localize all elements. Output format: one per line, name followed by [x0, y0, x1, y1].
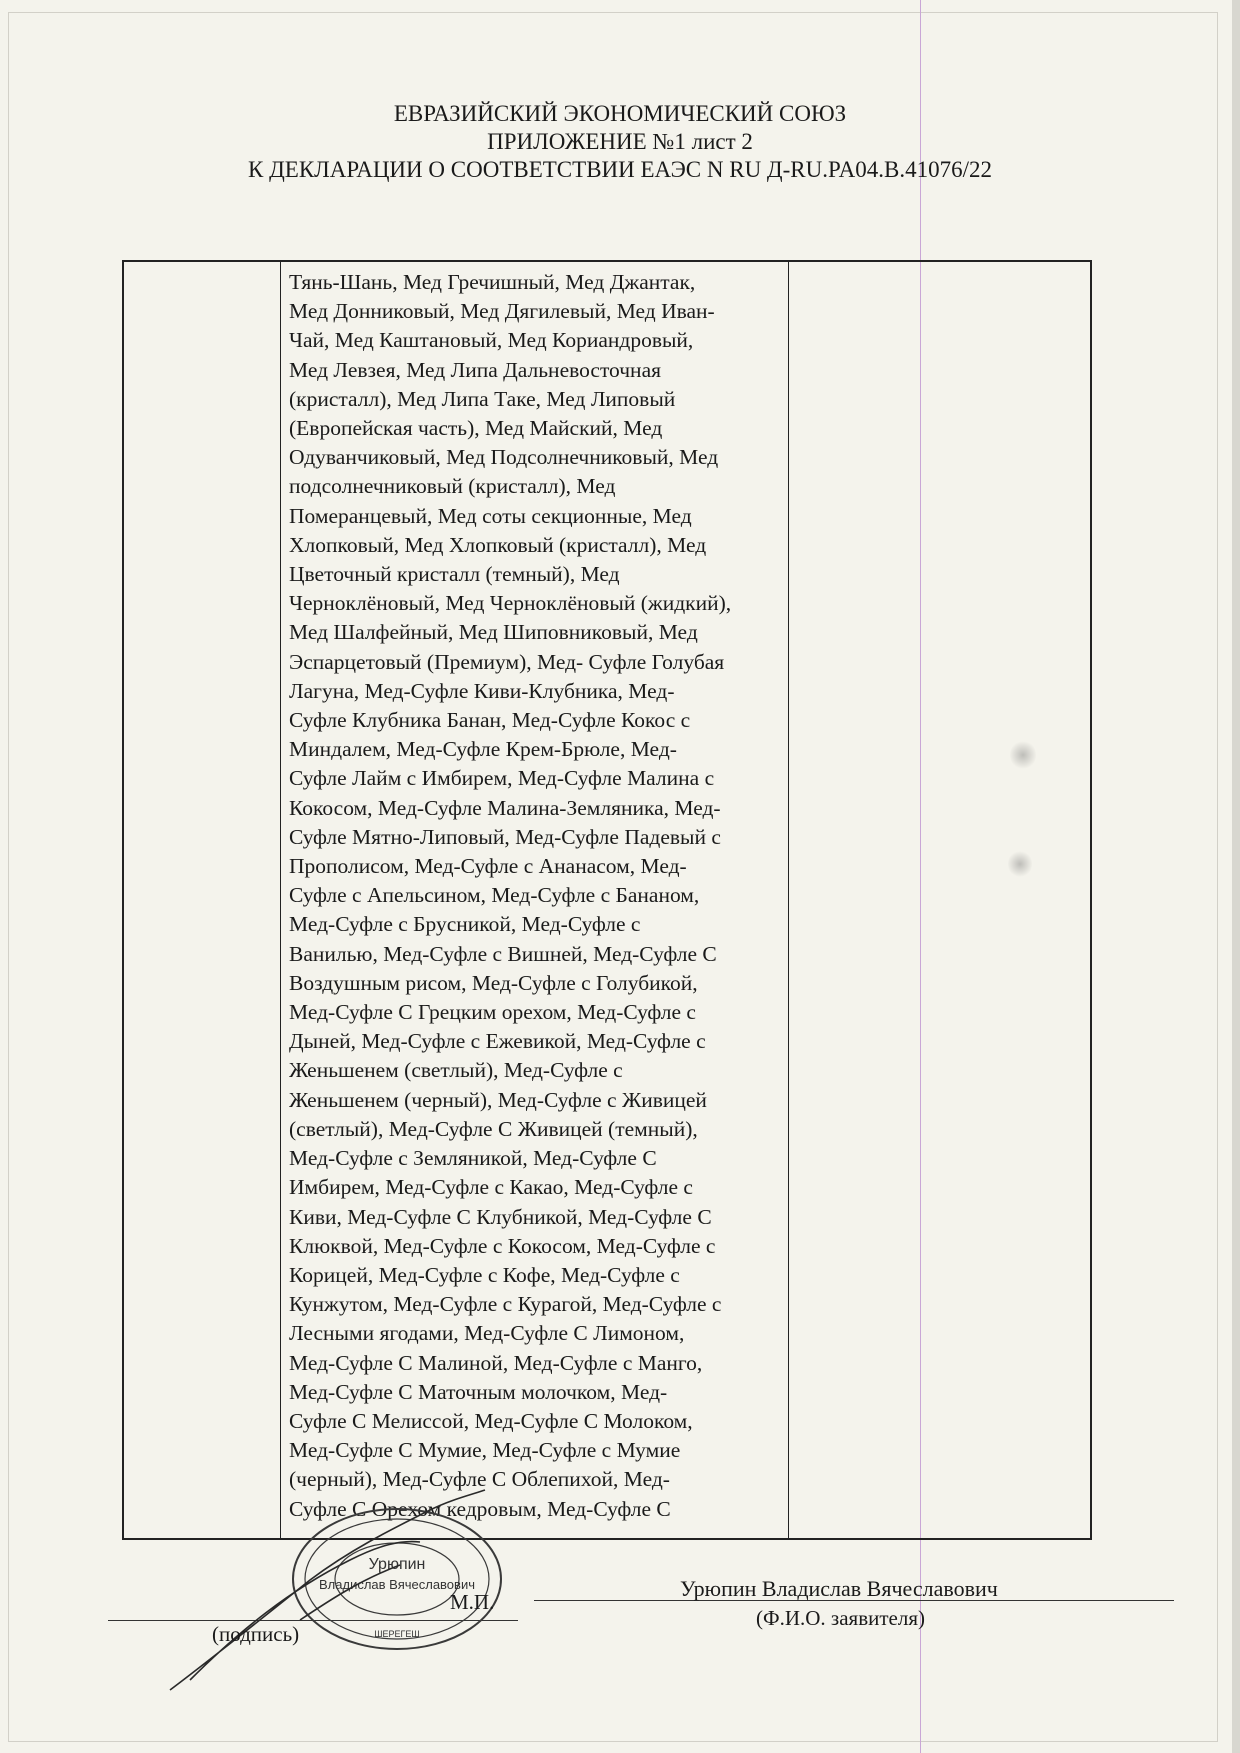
- table-column-products: [281, 262, 789, 1538]
- product-line: Суфле С Мелиссой, Мед-Суфле С Молоком,: [289, 1408, 693, 1433]
- product-line: Померанцевый, Мед соты секционные, Мед: [289, 503, 692, 528]
- product-line: Одуванчиковый, Мед Подсолнечниковый, Мед: [289, 445, 719, 470]
- product-line: Суфле Мятно-Липовый, Мед-Суфле Падевый с: [289, 824, 721, 849]
- product-line: Дыней, Мед-Суфле с Ежевикой, Мед-Суфле с: [289, 1029, 706, 1054]
- product-line: Чай, Мед Каштановый, Мед Кориандровый,: [289, 328, 694, 353]
- product-line: Суфле с Апельсином, Мед-Суфле с Бананом,: [289, 883, 700, 908]
- product-line: Женьшенем (светлый), Мед-Суфле с: [289, 1058, 623, 1083]
- product-table: [122, 260, 1092, 1540]
- header-appendix-title: ПРИЛОЖЕНИЕ №1 лист 2: [487, 129, 753, 154]
- stamp-name-line1: Урюпин: [368, 1556, 426, 1573]
- product-line: Суфле С Орехом кедровым, Мед-Суфле С: [289, 1496, 671, 1521]
- product-line: Прополисом, Мед-Суфле с Ананасом, Мед-: [289, 854, 687, 879]
- applicant-caption: (Ф.И.О. заявителя): [756, 1606, 925, 1630]
- product-line: Мед-Суфле С Маточным молочком, Мед-: [289, 1379, 668, 1404]
- header-declaration-number: К ДЕКЛАРАЦИИ О СООТВЕТСТВИИ ЕАЭС N RU Д-RU.PA04.B.41076/22: [247, 157, 993, 182]
- stamp-name-line2: Владислав Вячеславович: [319, 1577, 475, 1592]
- product-line: (кристалл), Мед Липа Таке, Мед Липовый: [289, 386, 676, 411]
- product-line: Миндалем, Мед-Суфле Крем-Брюле, Мед-: [289, 737, 677, 762]
- product-line: Корицей, Мед-Суфле с Кофе, Мед-Суфле с: [289, 1262, 680, 1287]
- product-line: Воздушным рисом, Мед-Суфле с Голубикой,: [289, 970, 698, 995]
- product-line: Черноклёновый, Мед Черноклёновый (жидкий),: [289, 591, 732, 616]
- product-line: Клюквой, Мед-Суфле с Кокосом, Мед-Суфле с: [289, 1233, 716, 1258]
- header-union-title: ЕВРАЗИЙСКИЙ ЭКОНОМИЧЕСКИЙ СОЮЗ: [393, 101, 847, 126]
- product-line: Имбирем, Мед-Суфле с Какао, Мед-Суфле с: [289, 1175, 693, 1200]
- product-line: Мед Донниковый, Мед Дягилевый, Мед Иван-: [289, 299, 715, 324]
- product-line: (черный), Мед-Суфле С Облепихой, Мед-: [289, 1467, 670, 1492]
- ink-smudge: [1010, 740, 1036, 770]
- product-line: Мед Шалфейный, Мед Шиповниковый, Мед: [289, 620, 698, 645]
- document-header: [160, 100, 1080, 184]
- product-line: Хлопковый, Мед Хлопковый (кристалл), Мед: [289, 532, 707, 557]
- product-line: Мед-Суфле С Мумие, Мед-Суфле с Мумие: [289, 1438, 681, 1463]
- product-line: подсолнечниковый (кристалл), Мед: [289, 474, 616, 499]
- ink-smudge: [1008, 850, 1032, 878]
- product-line: Киви, Мед-Суфле С Клубникой, Мед-Суфле С: [289, 1204, 712, 1229]
- product-line: Тянь-Шань, Мед Гречишный, Мед Джантак,: [289, 270, 696, 294]
- signature-caption: (подпись): [212, 1622, 300, 1646]
- stamp-placeholder-label: М.П.: [450, 1590, 495, 1614]
- product-line: Кокосом, Мед-Суфле Малина-Земляника, Мед-: [289, 795, 721, 820]
- product-line: Мед-Суфле С Грецким орехом, Мед-Суфле с: [289, 1000, 696, 1025]
- table-column-right: [789, 262, 1090, 1538]
- product-line: Кунжутом, Мед-Суфле с Курагой, Мед-Суфле с: [289, 1292, 722, 1317]
- stamp-bottom-text: ШЕРЕГЕШ: [374, 1629, 420, 1639]
- product-line: Мед Левзея, Мед Липа Дальневосточная: [289, 357, 661, 382]
- product-line: Мед-Суфле с Брусникой, Мед-Суфле с: [289, 912, 641, 937]
- product-line: Ванилью, Мед-Суфле с Вишней, Мед-Суфле С: [289, 941, 717, 966]
- table-column-left: [124, 262, 281, 1538]
- product-line: (светлый), Мед-Суфле С Живицей (темный),: [289, 1116, 698, 1141]
- product-line: Суфле Клубника Банан, Мед-Суфле Кокос с: [289, 708, 691, 733]
- product-line: Лесными ягодами, Мед-Суфле С Лимоном,: [289, 1321, 685, 1346]
- handwritten-signature-icon: [150, 1470, 510, 1700]
- product-line: (Европейская часть), Мед Майский, Мед: [289, 416, 663, 441]
- product-line: Женьшенем (черный), Мед-Суфле с Живицей: [289, 1087, 707, 1112]
- product-line: Суфле Лайм с Имбирем, Мед-Суфле Малина с: [289, 766, 715, 791]
- product-line: Лагуна, Мед-Суфле Киви-Клубника, Мед-: [289, 678, 675, 703]
- applicant-name: Урюпин Владислав Вячеславович: [680, 1576, 998, 1601]
- page-edge: [1232, 0, 1240, 1753]
- product-line: Цветочный кристалл (темный), Мед: [289, 562, 620, 587]
- product-line: Мед-Суфле С Малиной, Мед-Суфле с Манго,: [289, 1350, 703, 1375]
- product-line: Эспарцетовый (Премиум), Мед- Суфле Голубая: [289, 649, 725, 674]
- product-line: Мед-Суфле с Земляникой, Мед-Суфле С: [289, 1146, 657, 1171]
